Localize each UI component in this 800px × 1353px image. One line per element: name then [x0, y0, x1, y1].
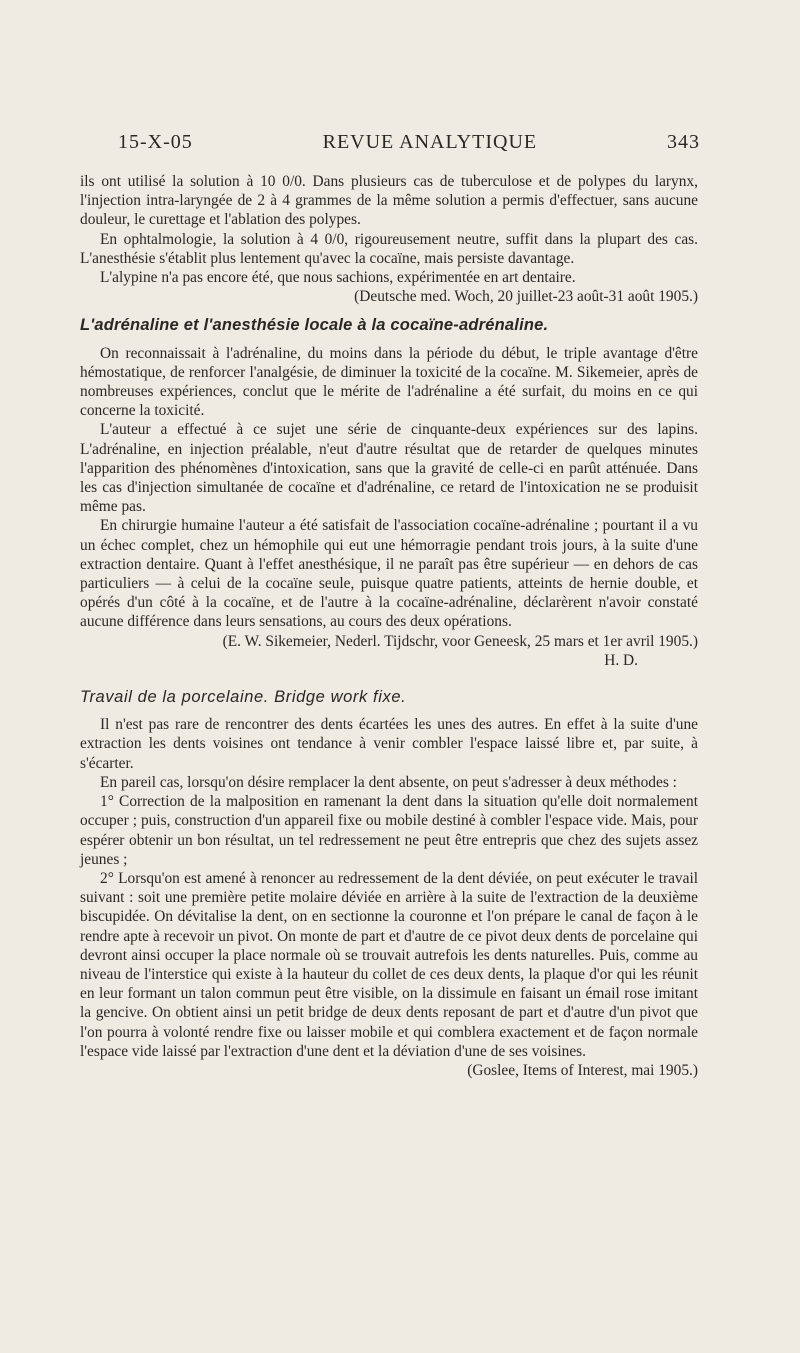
paragraph: ils ont utilisé la solution à 10 0/0. Dans plusieurs cas de tuberculose et de polypes du larynx, l'injection intra-laryngée de 2 à 4 grammes de la même solution a permis d'effectuer, sans aucune douleur, le curettage et l'ablation des polypes.	[80, 173, 698, 229]
section-heading: Travail de la porcelaine. Bridge work fixe.	[80, 688, 407, 707]
paragraph: On reconnaissait à l'adrénaline, du moins dans la période du début, le triple avantage d'être hémostatique, de renforcer l'analgésie, de diminuer la toxicité de la cocaïne. M. Sikemeier, après de nombreuses expériences, conclut que le mérite de l'adrénaline a été surfait, du moins en ce qui concerne la toxicité.	[80, 344, 698, 420]
paragraph: Il n'est pas rare de rencontrer des dents écartées les unes des autres. En effet à la suite d'une extraction les dents voisines ont tendance à venir combler l'espace laissé libre et, par suite, à s'écarter.	[80, 716, 698, 772]
running-header	[118, 131, 700, 154]
citation: (Deutsche med. Woch, 20 juillet-23 août-31 août 1905.)	[354, 288, 698, 306]
paragraph: En ophtalmologie, la solution à 4 0/0, rigoureusement neutre, suffit dans la plupart des cas. L'anesthésie s'établit plus lentement qu'avec la cocaïne, mais persiste davantage.	[80, 230, 698, 267]
citation: (Goslee, Items of Interest, mai 1905.)	[467, 1061, 698, 1079]
paragraph: En chirurgie humaine l'auteur a été satisfait de l'association cocaïne-adrénaline ; pourtant il a vu un échec complet, chez un hémophile qui eut une hémorragie pendant trois jours, à la suite d'une extraction dentaire. Quant à l'effet anesthésique, il ne paraît pas être supérieur — en dehors de cas particuliers — à celui de la cocaïne seule, puisque quatre patients, atteints de hernie double, et opérés d'un côté à la cocaïne, et de l'autre à la cocaïne-adrénaline, déclarèrent n'avoir constaté aucune différence dans leurs sensations, au cours des deux opérations.	[80, 517, 698, 631]
paragraph: L'alypine n'a pas encore été, que nous sachions, expérimentée en art dentaire.	[100, 269, 576, 287]
paragraph: En pareil cas, lorsqu'on désire remplacer la dent absente, on peut s'adresser à deux méthodes :	[100, 773, 677, 791]
page-number: 343	[666, 131, 700, 153]
header-title: REVUE ANALYTIQUE	[322, 131, 538, 153]
article-body	[80, 172, 698, 1080]
section-heading: L'adrénaline et l'anesthésie locale à la cocaïne-adrénaline.	[80, 316, 549, 335]
paragraph: L'auteur a effectué à ce sujet une série de cinquante-deux expériences sur des lapins. L'adrénaline, en injection préalable, n'eut d'autre résultat que de retarder de quelques minutes l'apparition des phénomènes d'intoxication, sans que la gravité de celle-ci en parût atténuée. Dans les cas d'injection simultanée de cocaïne et d'adrénaline, ce retard de l'intoxication ne se produisit même pas.	[80, 421, 698, 516]
paragraph: 2° Lorsqu'on est amené à renoncer au redressement de la dent déviée, on peut exécuter le travail suivant : soit une première petite molaire déviée en arrière à la suite de l'extraction de la deuxième biscupidée. On dévitalise la dent, on en sectionne la couronne et l'on prépare le canal de façon à le rendre apte à recevoir un pivot. On monte de part et d'autre de ce pivot deux dents de porcelaine qui devront ainsi occuper la place normale où se trouvait autrefois les dents naturelles. Puis, comme au niveau de l'interstice qui existe à la hauteur du collet de ces deux dents, la plaque d'or qui les réunit en leur formant un talon commun peut être visible, on la dissimule en faisant un émail rose imitant la gencive. On obtient ainsi un petit bridge de deux dents reposant de part et d'autre d'un pivot que l'on pourra à volonté rendre fixe ou laisser mobile et qui comblera exactement et de façon normale l'espace vide laissé par l'extraction d'une dent et la déviation d'une de ses voisines.	[80, 869, 698, 1060]
author-initials: H. D.	[604, 651, 638, 669]
paragraph: 1° Correction de la malposition en ramenant la dent dans la situation qu'elle doit normalement occuper ; puis, construction d'un appareil fixe ou mobile destiné à combler l'espace vide. Mais, pour espérer obtenir un bon résultat, un tel redressement ne peut être entrepris que chez des sujets assez jeunes ;	[80, 793, 698, 868]
citation: (E. W. Sikemeier, Nederl. Tijdschr, voor Geneesk, 25 mars et 1er avril 1905.)	[222, 632, 698, 650]
header-date: 15-X-05	[118, 131, 193, 153]
